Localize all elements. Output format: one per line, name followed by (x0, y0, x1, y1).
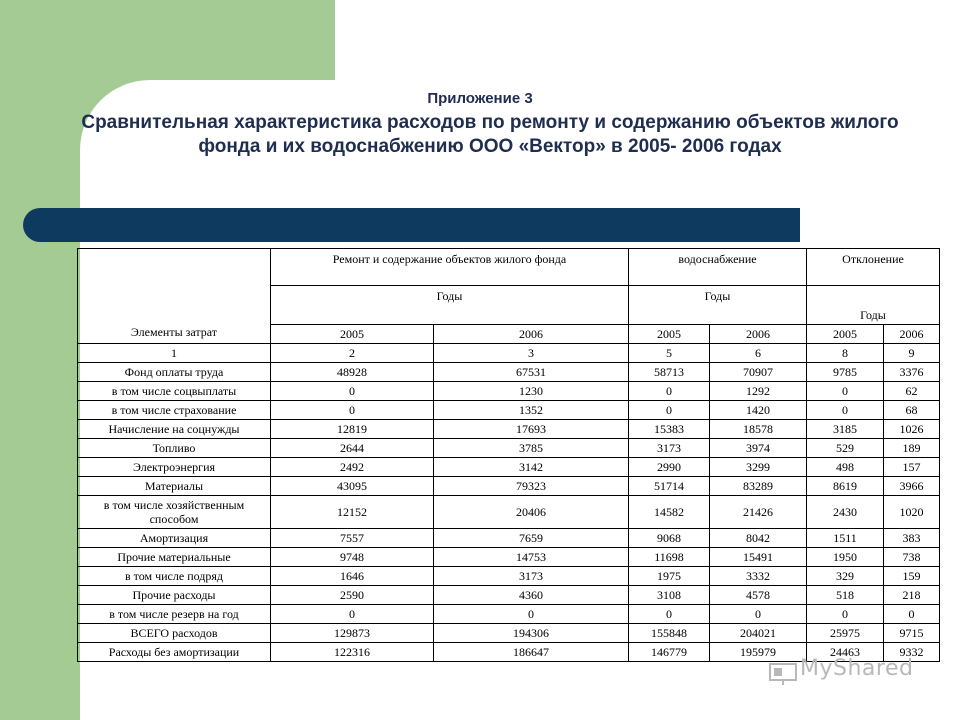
value-cell: 1230 (434, 382, 629, 401)
value-cell: 3108 (629, 586, 710, 605)
header-year-cell: 2005 (807, 325, 884, 344)
table-row (78, 586, 940, 605)
cost-comparison-table (77, 248, 940, 662)
header-corner-cell: Элементы затрат (78, 249, 271, 344)
value-cell: 3376 (884, 363, 940, 382)
value-cell: 195979 (710, 643, 807, 662)
value-cell: 2644 (271, 439, 434, 458)
value-cell: 15491 (710, 548, 807, 567)
green-left-strip (0, 80, 80, 720)
value-cell: 4360 (434, 586, 629, 605)
index-cell: 3 (434, 344, 629, 363)
value-cell: 146779 (629, 643, 710, 662)
value-cell: 0 (629, 401, 710, 420)
value-cell: 25975 (807, 624, 884, 643)
top-white-band (335, 0, 960, 80)
value-cell: 62 (884, 382, 940, 401)
value-cell: 0 (434, 605, 629, 624)
value-cell: 0 (629, 382, 710, 401)
value-cell: 218 (884, 586, 940, 605)
header-year-cell: 2005 (271, 325, 434, 344)
table-row (78, 363, 940, 382)
cost-element-label: Расходы без амортизации (78, 643, 271, 662)
value-cell: 0 (271, 382, 434, 401)
cost-element-label: в том числе хозяйственным способом (78, 496, 271, 529)
value-cell: 68 (884, 401, 940, 420)
cost-element-label: Прочие расходы (78, 586, 271, 605)
value-cell: 24463 (807, 643, 884, 662)
header-years-repair: Годы (271, 286, 629, 325)
value-cell: 157 (884, 458, 940, 477)
value-cell: 21426 (710, 496, 807, 529)
slide-title: Сравнительная характеристика расходов по ремонту и содержанию объектов жилого фонда и их водоснабжению ООО «Вектор» в 2005- 2006 годах (81, 112, 899, 157)
value-cell: 1292 (710, 382, 807, 401)
value-cell: 1511 (807, 529, 884, 548)
value-cell: 2430 (807, 496, 884, 529)
header-group-water: водоснабжение (629, 249, 807, 286)
cost-element-label: Фонд оплаты труда (78, 363, 271, 382)
value-cell: 1950 (807, 548, 884, 567)
value-cell: 48928 (271, 363, 434, 382)
cost-comparison-table-wrap (77, 248, 939, 662)
value-cell: 738 (884, 548, 940, 567)
value-cell: 8619 (807, 477, 884, 496)
value-cell: 518 (807, 586, 884, 605)
value-cell: 0 (629, 605, 710, 624)
value-cell: 189 (884, 439, 940, 458)
index-row (78, 344, 940, 363)
value-cell: 18578 (710, 420, 807, 439)
table-row (78, 567, 940, 586)
value-cell: 9715 (884, 624, 940, 643)
index-cell: 5 (629, 344, 710, 363)
value-cell: 186647 (434, 643, 629, 662)
value-cell: 12819 (271, 420, 434, 439)
value-cell: 529 (807, 439, 884, 458)
table-row (78, 458, 940, 477)
value-cell: 383 (884, 529, 940, 548)
value-cell: 3974 (710, 439, 807, 458)
table-row (78, 529, 940, 548)
value-cell: 20406 (434, 496, 629, 529)
value-cell: 3142 (434, 458, 629, 477)
value-cell: 7557 (271, 529, 434, 548)
value-cell: 3785 (434, 439, 629, 458)
cost-element-label: Прочие материальные (78, 548, 271, 567)
value-cell: 9332 (884, 643, 940, 662)
header-row-groups (78, 249, 940, 286)
cost-element-label: в том числе резерв на год (78, 605, 271, 624)
value-cell: 0 (271, 401, 434, 420)
header-group-repair: Ремонт и содержание объектов жилого фонда (271, 249, 629, 286)
value-cell: 122316 (271, 643, 434, 662)
value-cell: 83289 (710, 477, 807, 496)
value-cell: 70907 (710, 363, 807, 382)
value-cell: 1646 (271, 567, 434, 586)
value-cell: 79323 (434, 477, 629, 496)
value-cell: 1420 (710, 401, 807, 420)
header-year-cell: 2006 (884, 325, 940, 344)
value-cell: 1975 (629, 567, 710, 586)
value-cell: 3173 (434, 567, 629, 586)
value-cell: 204021 (710, 624, 807, 643)
cost-element-label: Электроэнергия (78, 458, 271, 477)
value-cell: 129873 (271, 624, 434, 643)
index-cell: 8 (807, 344, 884, 363)
index-cell: 1 (78, 344, 271, 363)
table-row (78, 382, 940, 401)
value-cell: 0 (807, 382, 884, 401)
value-cell: 11698 (629, 548, 710, 567)
value-cell: 0 (710, 605, 807, 624)
index-cell: 6 (710, 344, 807, 363)
value-cell: 12152 (271, 496, 434, 529)
value-cell: 15383 (629, 420, 710, 439)
value-cell: 2492 (271, 458, 434, 477)
value-cell: 8042 (710, 529, 807, 548)
index-cell: 2 (271, 344, 434, 363)
presentation-icon (768, 660, 798, 686)
table-row (78, 420, 940, 439)
table-row (78, 439, 940, 458)
value-cell: 3299 (710, 458, 807, 477)
table-row (78, 496, 940, 529)
cost-element-label: Начисление на соцнужды (78, 420, 271, 439)
table-row (78, 605, 940, 624)
header-years-deviation: Годы (807, 286, 940, 325)
cost-element-label: Материалы (78, 477, 271, 496)
header-year-cell: 2006 (434, 325, 629, 344)
value-cell: 43095 (271, 477, 434, 496)
value-cell: 17693 (434, 420, 629, 439)
value-cell: 0 (884, 605, 940, 624)
value-cell: 194306 (434, 624, 629, 643)
value-cell: 0 (807, 401, 884, 420)
value-cell: 498 (807, 458, 884, 477)
value-cell: 1026 (884, 420, 940, 439)
cost-element-label: в том числе подряд (78, 567, 271, 586)
value-cell: 51714 (629, 477, 710, 496)
table-row (78, 624, 940, 643)
value-cell: 1020 (884, 496, 940, 529)
cost-element-label: в том числе соцвыплаты (78, 382, 271, 401)
appendix-label: Приложение 3 (427, 90, 533, 107)
cost-element-label: ВСЕГО расходов (78, 624, 271, 643)
header-year-cell: 2005 (629, 325, 710, 344)
value-cell: 4578 (710, 586, 807, 605)
value-cell: 0 (807, 605, 884, 624)
header-year-cell: 2006 (710, 325, 807, 344)
table-row (78, 477, 940, 496)
table-row (78, 401, 940, 420)
value-cell: 9748 (271, 548, 434, 567)
value-cell: 329 (807, 567, 884, 586)
cost-element-label: Амортизация (78, 529, 271, 548)
value-cell: 58713 (629, 363, 710, 382)
value-cell: 3966 (884, 477, 940, 496)
value-cell: 2990 (629, 458, 710, 477)
value-cell: 3332 (710, 567, 807, 586)
value-cell: 3185 (807, 420, 884, 439)
value-cell: 1352 (434, 401, 629, 420)
value-cell: 14753 (434, 548, 629, 567)
cost-element-label: Топливо (78, 439, 271, 458)
value-cell: 67531 (434, 363, 629, 382)
header-years-water: Годы (629, 286, 807, 325)
value-cell: 2590 (271, 586, 434, 605)
cost-element-label: в том числе страхование (78, 401, 271, 420)
header-group-deviation: Отклонение (807, 249, 940, 286)
value-cell: 14582 (629, 496, 710, 529)
value-cell: 155848 (629, 624, 710, 643)
navy-divider-bar (23, 208, 800, 242)
value-cell: 3173 (629, 439, 710, 458)
value-cell: 9068 (629, 529, 710, 548)
table-row (78, 548, 940, 567)
watermark-text: MyShared (800, 656, 914, 681)
value-cell: 9785 (807, 363, 884, 382)
value-cell: 0 (271, 605, 434, 624)
value-cell: 7659 (434, 529, 629, 548)
value-cell: 159 (884, 567, 940, 586)
index-cell: 9 (884, 344, 940, 363)
